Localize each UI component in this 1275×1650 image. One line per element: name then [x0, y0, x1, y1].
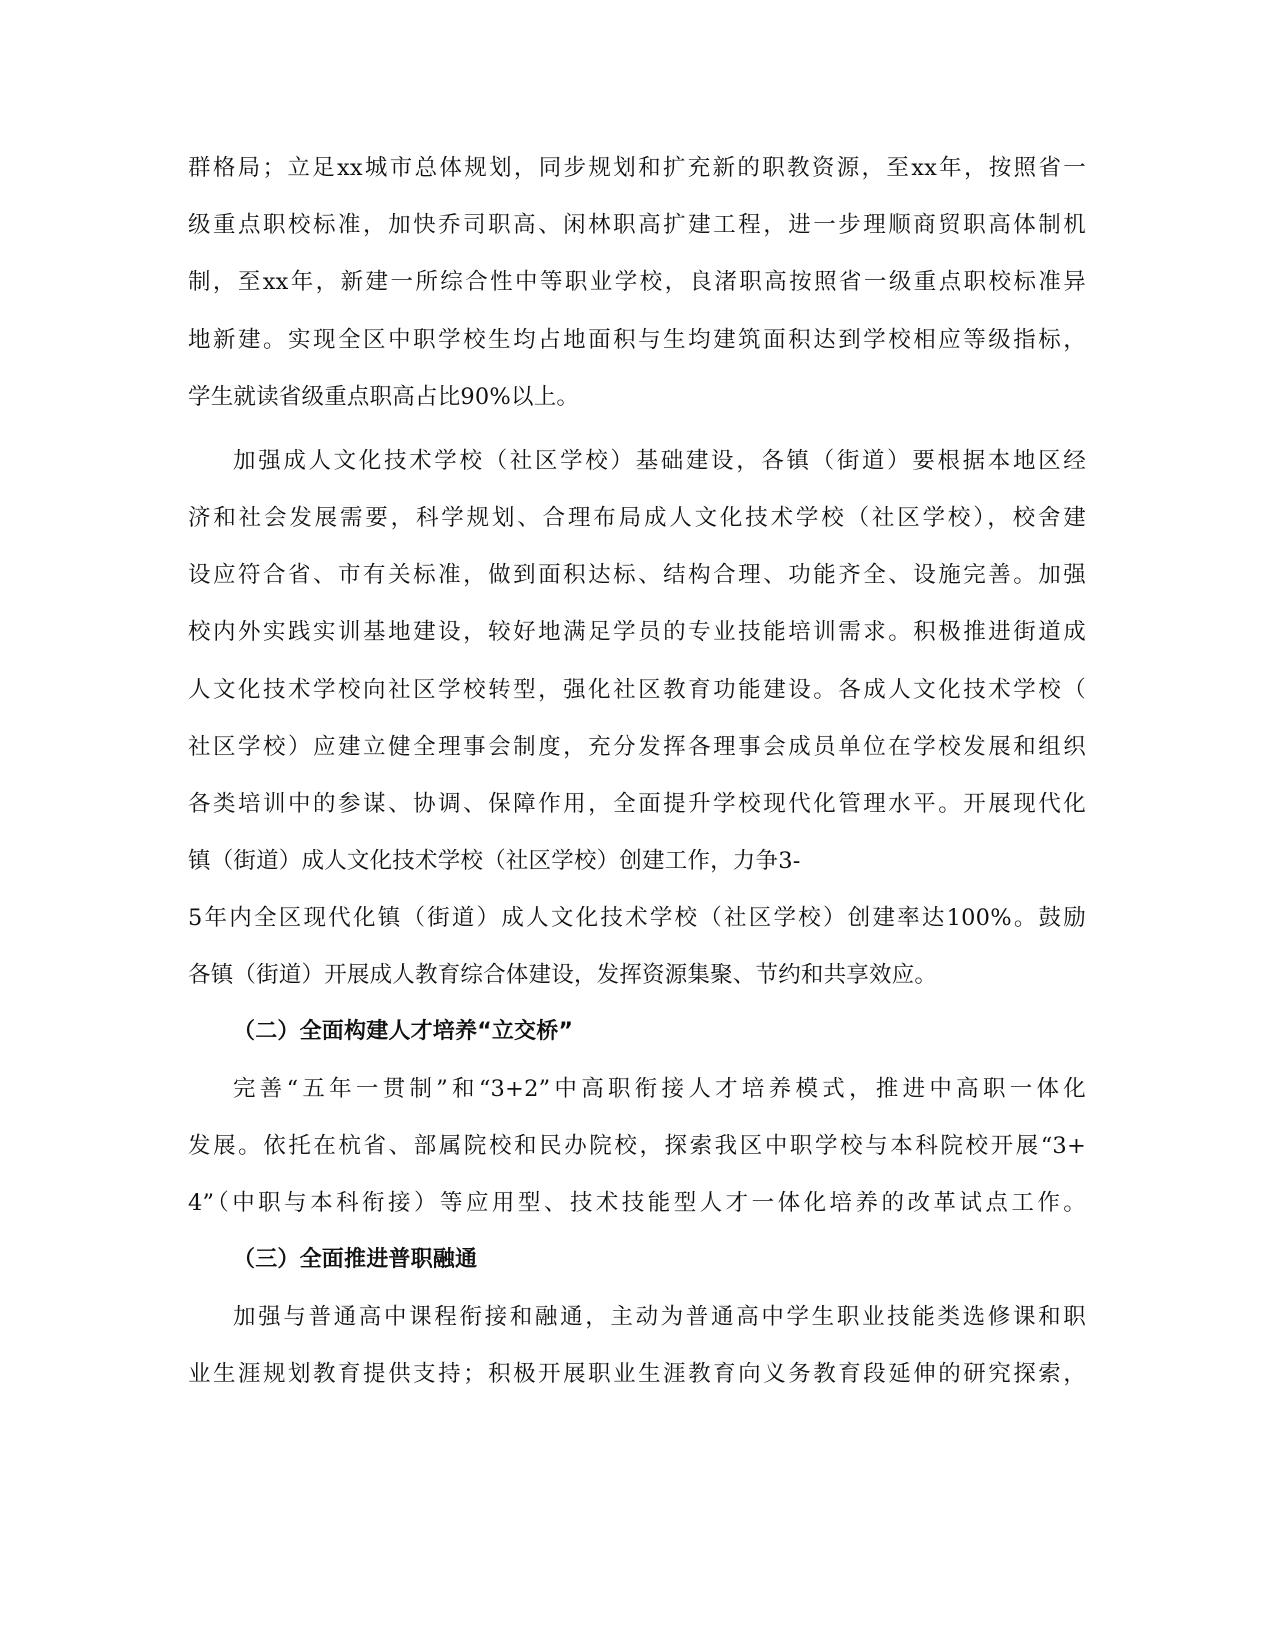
paragraph-line: 人文化技术学校向社区学校转型，强化社区教育功能建设。各成人文化技术学校（ [188, 677, 1086, 703]
paragraph-line: 加强与普通高中课程衔接和融通，主动为普通高中学生职业技能类选修课和职 [233, 1304, 1086, 1330]
paragraph-line: 设应符合省、市有关标准，做到面积达标、结构合理、功能齐全、设施完善。加强 [188, 562, 1086, 588]
paragraph-line: 群格局；立足xx城市总体规划，同步规划和扩充新的职教资源，至xx年，按照省一 [188, 155, 1086, 181]
paragraph-line: 镇（街道）成人文化技术学校（社区学校）创建工作，力争3- [188, 848, 801, 874]
paragraph-line: 级重点职校标准，加快乔司职高、闲林职高扩建工程，进一步理顺商贸职高体制机 [188, 212, 1086, 238]
section-heading: （三）全面推进普职融通 [233, 1247, 478, 1272]
paragraph-line: 业生涯规划教育提供支持；积极开展职业生涯教育向义务教育段延伸的研究探索， [188, 1361, 1086, 1387]
paragraph-line: 5年内全区现代化镇（街道）成人文化技术学校（社区学校）创建率达100%。鼓励 [188, 905, 1086, 931]
paragraph-line: 加强成人文化技术学校（社区学校）基础建设，各镇（街道）要根据本地区经 [233, 448, 1086, 474]
paragraph-line: 各类培训中的参谋、协调、保障作用，全面提升学校现代化管理水平。开展现代化 [188, 791, 1086, 817]
paragraph-line: 发展。依托在杭省、部属院校和民办院校，探索我区中职学校与本科院校开展“3+ [188, 1133, 1086, 1159]
paragraph-line: 济和社会发展需要，科学规划、合理布局成人文化技术学校（社区学校），校舍建 [188, 505, 1086, 531]
paragraph-line: 制，至xx年，新建一所综合性中等职业学校，良渚职高按照省一级重点职校标准异 [188, 269, 1086, 295]
paragraph-line: 各镇（街道）开展成人教育综合体建设，发挥资源集聚、节约和共享效应。 [188, 962, 938, 988]
paragraph-line: 校内外实践实训基地建设，较好地满足学员的专业技能培训需求。积极推进街道成 [188, 619, 1086, 645]
paragraph-line: 学生就读省级重点职高占比90%以上。 [188, 384, 580, 410]
paragraph-line: 社区学校）应建立健全理事会制度，充分发挥各理事会成员单位在学校发展和组织 [188, 734, 1086, 760]
paragraph-line: 4”（中职与本科衔接）等应用型、技术技能型人才一体化培养的改革试点工作。 [188, 1190, 1086, 1216]
section-heading: （二）全面构建人才培养“立交桥” [233, 1019, 574, 1044]
paragraph-line: 完善“五年一贯制”和“3+2”中高职衔接人才培养模式，推进中高职一体化 [233, 1076, 1086, 1102]
paragraph-line: 地新建。实现全区中职学校生均占地面积与生均建筑面积达到学校相应等级指标， [188, 327, 1086, 353]
